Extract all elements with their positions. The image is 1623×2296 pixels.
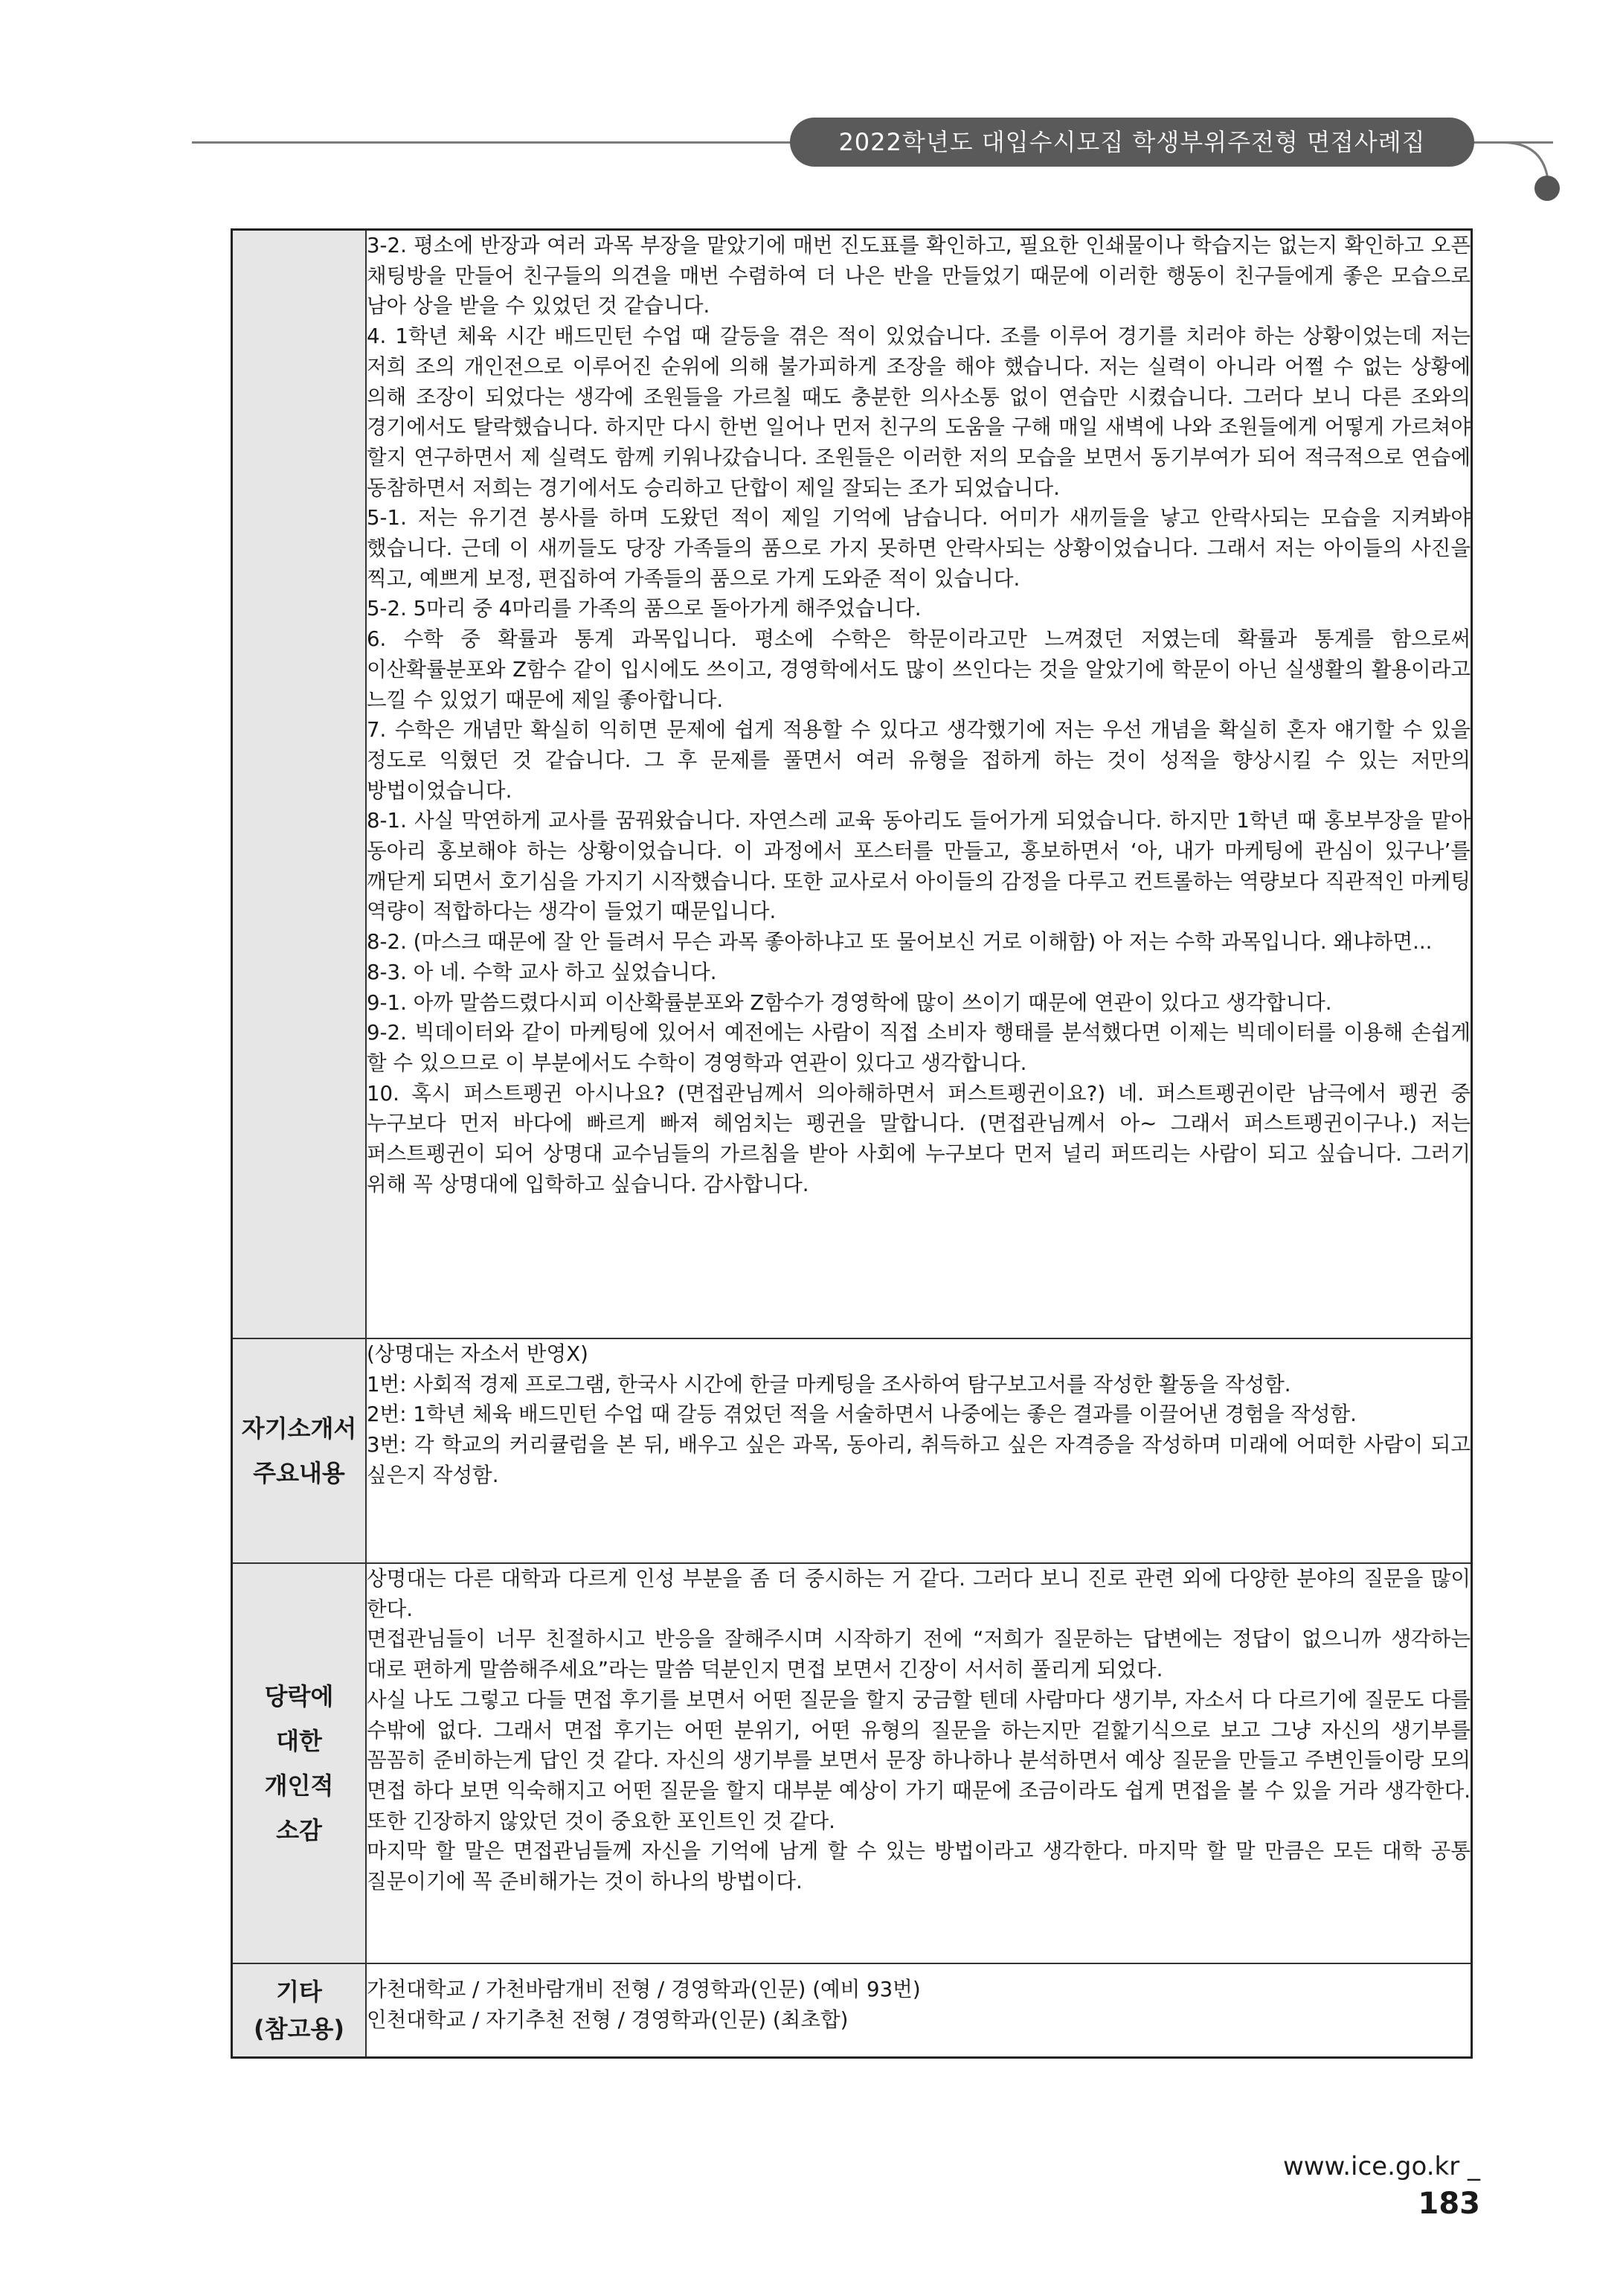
row-label-other xyxy=(232,1963,367,2058)
content-paragraph: 3번: 각 학교의 커리큘럼을 본 뒤, 배우고 싶은 과목, 동아리, 취득하고 싶은 자격증을 작성하며 미래에 어떠한 사람이 되고 싶은지 작성함. xyxy=(367,1432,1471,1487)
answer-paragraph: 9-2. 빅데이터와 같이 마케팅에 있어서 예전에는 사람이 직접 소비자 행태를 분석했다면 이제는 빅데이터를 이용해 손쉽게 할 수 있으므로 이 부분에서도 수학이 경영학과 연관이 있다고 생각합니다. xyxy=(367,1020,1471,1075)
content-paragraph: 상명대는 다른 대학과 다르게 인성 부분을 좀 더 중시하는 거 같다. 그러다 보니 진로 관련 외에 다양한 분야의 질문을 많이 한다. xyxy=(367,1566,1471,1621)
row-content xyxy=(366,1563,1472,1963)
table-row xyxy=(232,1963,1472,2058)
table-row xyxy=(232,230,1472,1339)
row-label-self-introduction xyxy=(232,1338,367,1563)
row-label-line: 기타 xyxy=(276,1978,322,2006)
row-label-line: 개인적 xyxy=(264,1771,334,1800)
answer-paragraph: 9-1. 아까 말씀드렸다시피 이산확률분포와 Z함수가 경영학에 많이 쓰이기 때문에 연관이 있다고 생각합니다. xyxy=(367,990,1332,1015)
row-label-line: 소감 xyxy=(276,1816,322,1844)
answer-paragraph: 5-1. 저는 유기견 봉사를 하며 도왔던 적이 제일 기억에 남습니다. 어미가 새끼들을 낳고 안락사되는 모습을 지켜봐야 했습니다. 근데 이 새끼들도 당장 가족들의 품으로 가지 못하면 안락사되는 상황이었습니다. 그래서 저는 아이들의 사진을 찍고, 예쁘게 보정, 편집하여 가족들의 품으로 가게 도와준 적이 있습니다. xyxy=(367,505,1471,591)
answer-paragraph: 5-2. 5마리 중 4마리를 가족의 품으로 돌아가게 해주었습니다. xyxy=(367,596,922,621)
content-paragraph: 1번: 사회적 경제 프로그램, 한국사 시간에 한글 마케팅을 조사하여 탐구보고서를 작성한 활동을 작성함. xyxy=(367,1371,1291,1396)
answer-paragraph: 4. 1학년 체육 시간 배드민턴 수업 때 갈등을 겪은 적이 있었습니다. 조를 이루어 경기를 치러야 하는 상황이었는데 저는 저희 조의 개인전으로 이루어진 순위에 의해 불가피하게 조장을 해야 했습니다. 저는 실력이 아니라 어쩔 수 없는 상황에 의해 조장이 되었다는 생각에 조원들을 가르칠 때도 충분한 의사소통 없이 연습만 시켰습니다. 그러다 보니 다른 조와의 경기에서도 탈락했습니다. 하지만 다시 한번 일어나 먼저 친구의 도움을 구해 매일 새벽에 나와 조원들에게 어떻게 가르쳐야 할지 연구하면서 제 실력도 함께 키워나갔습니다. 조원들은 이러한 저의 모습을 보면서 동기부여가 되어 적극적으로 연습에 동참하면서 저희는 경기에서도 승리하고 단합이 제일 잘되는 조가 되었습니다. xyxy=(367,324,1471,500)
page-footer xyxy=(1235,2148,1480,2221)
footer-site-url: www.ice.go.kr xyxy=(1282,2152,1460,2181)
running-header-title: 2022학년도 대입수시모집 학생부위주전형 면접사례집 xyxy=(790,118,1474,167)
answer-paragraph: 8-3. 아 네. 수학 교사 하고 싶었습니다. xyxy=(367,959,717,984)
content-paragraph: 마지막 할 말은 면접관님들께 자신을 기억에 남게 할 수 있는 방법이라고 생각한다. 마지막 할 말 만큼은 모든 대학 공통 질문이기에 꼭 준비해가는 것이 하나의 방법이다. xyxy=(367,1838,1471,1894)
content-paragraph: 인천대학교 / 자기추천 전형 / 경영학과(인문) (최초합) xyxy=(367,2007,849,2032)
row-content xyxy=(366,1338,1472,1563)
row-content xyxy=(366,1963,1472,2058)
row-label xyxy=(232,230,367,1339)
row-label-line: 주요내용 xyxy=(253,1459,345,1487)
row-label-personal-impression xyxy=(232,1563,367,1963)
table-row xyxy=(232,1338,1472,1563)
content-paragraph: (상명대는 자소서 반영X) xyxy=(367,1341,588,1366)
answer-paragraph: 3-2. 평소에 반장과 여러 과목 부장을 맡았기에 매번 진도표를 확인하고, 필요한 인쇄물이나 학습지는 없는지 확인하고 오픈 채팅방을 만들어 친구들의 의견을 매번 수렴하여 더 나은 반을 만들었기 때문에 이러한 행동이 친구들에게 좋은 모습으로 남아 상을 받을 수 있었던 것 같습니다. xyxy=(367,233,1471,318)
row-label-line: 자기소개서 xyxy=(241,1414,357,1443)
answer-paragraph: 6. 수학 중 확률과 통계 과목입니다. 평소에 수학은 학문이라고만 느껴졌던 저였는데 확률과 통계를 함으로써 이산확률분포와 Z함수 같이 입시에도 쓰이고, 경영학에서도 많이 쓰인다는 것을 알았기에 학문이 아닌 실생활의 활용이라고 느낄 수 있었기 때문에 제일 좋아합니다. xyxy=(367,626,1471,712)
row-content xyxy=(366,230,1472,1339)
page-number: 183 xyxy=(1418,2187,1480,2221)
row-label-line: 대한 xyxy=(276,1727,322,1755)
content-paragraph: 2번: 1학년 체육 배드민턴 수업 때 갈등 겪었던 적을 서술하면서 나중에는 좋은 결과를 이끌어낸 경험을 작성함. xyxy=(367,1402,1357,1427)
content-paragraph: 면접관님들이 너무 친절하시고 반응을 잘해주시며 시작하기 전에 “저희가 질문하는 답변에는 정답이 없으니까 생각하는 대로 편하게 말씀해주세요”라는 말씀 덕분인지 면접 보면서 긴장이 서서히 풀리게 되었다. xyxy=(367,1626,1471,1682)
content-paragraph: 사실 나도 그렇고 다들 면접 후기를 보면서 어떤 질문을 할지 궁금할 텐데 사람마다 생기부, 자소서 다 다르기에 질문도 다를 수밖에 없다. 그래서 면접 후기는 어떤 분위기, 어떤 유형의 질문을 하는지만 겉핥기식으로 보고 그냥 자신의 생기부를 꼼꼼히 준비하는게 답인 것 같다. 자신의 생기부를 보면서 문장 하나하나 분석하면서 예상 질문을 만들고 주변인들이랑 모의 면접 하다 보면 익숙해지고 어떤 질문을 할지 대부분 예상이 가기 때문에 조금이라도 쉽게 면접을 볼 수 있을 거라 생각한다. 또한 긴장하지 않았던 것이 중요한 포인트인 것 같다. xyxy=(367,1687,1471,1833)
footer-separator: _ xyxy=(1468,2152,1480,2181)
answer-paragraph: 10. 혹시 퍼스트펭귄 아시나요? (면접관님께서 의아해하면서 퍼스트펭귄이요?) 네. 퍼스트펭귄이란 남극에서 펭귄 중 누구보다 먼저 바다에 빠르게 빠져 헤엄치는 펭귄을 말합니다. (면접관님께서 아~ 그래서 퍼스트펭귄이구나.) 저는 퍼스트펭귄이 되어 상명대 교수님들의 가르침을 받아 사회에 누구보다 먼저 널리 퍼뜨리는 사람이 되고 싶습니다. 그러기 위해 꼭 상명대에 입학하고 싶습니다. 감사합니다. xyxy=(367,1080,1471,1196)
answer-paragraph: 7. 수학은 개념만 확실히 익히면 문제에 쉽게 적용할 수 있다고 생각했기에 저는 우선 개념을 확실히 혼자 얘기할 수 있을 정도로 익혔던 것 같습니다. 그 후 문제를 풀면서 여러 유형을 접하게 하는 것이 성적을 향상시킬 수 있는 저만의 방법이었습니다. xyxy=(367,717,1471,803)
row-label-line: 당락에 xyxy=(264,1682,334,1710)
header-dot-decoration xyxy=(1534,176,1560,201)
answer-paragraph: 8-2. (마스크 때문에 잘 안 들려서 무슨 과목 좋아하냐고 또 물어보신 거로 이해함) 아 저는 수학 과목입니다. 왜냐하면... xyxy=(367,929,1433,955)
table-row xyxy=(232,1563,1472,1963)
content-paragraph: 가천대학교 / 가천바람개비 전형 / 경영학과(인문) (예비 93번) xyxy=(367,1977,921,2001)
answer-paragraph: 8-1. 사실 막연하게 교사를 꿈꿔왔습니다. 자연스레 교육 동아리도 들어가게 되었습니다. 하지만 1학년 때 홍보부장을 맡아 동아리 홍보해야 하는 상황이었습니다. 이 과정에서 포스터를 만들고, 홍보하면서 ‘아, 내가 마케팅에 관심이 있구나’를 깨닫게 되면서 호기심을 가지기 시작했습니다. 또한 교사로서 아이들의 감정을 다루고 컨트롤하는 역량보다 직관적인 마케팅 역량이 적합하다는 생각이 들었기 때문입니다. xyxy=(367,808,1471,924)
interview-table xyxy=(231,228,1473,2059)
row-label-line: (참고용) xyxy=(254,2015,344,2043)
